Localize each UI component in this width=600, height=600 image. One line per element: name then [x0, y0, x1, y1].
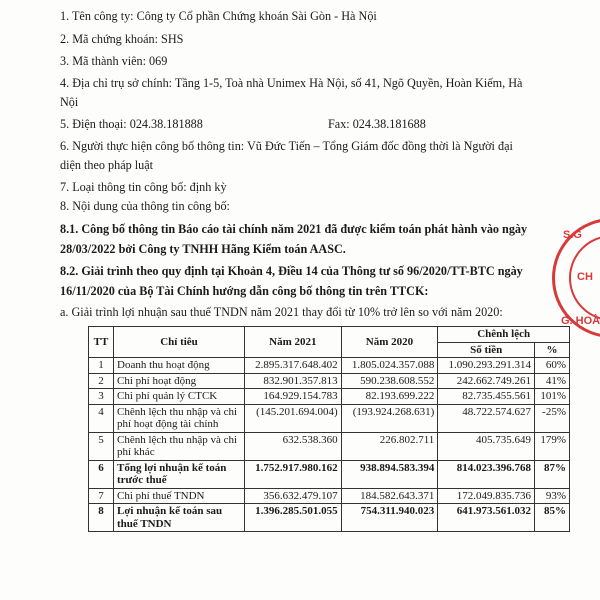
section-8-2-line-1: 8.2. Giải trình theo quy định tại Khoản 4, Điều 14 của Thông tư số 96/2020/TT-BTC ngày: [60, 264, 523, 278]
header-indicator: Chỉ tiêu: [114, 327, 245, 358]
row-indicator: Chi phí quản lý CTCK: [114, 389, 245, 405]
profit-explanation-table: [88, 326, 570, 532]
header-percent: %: [535, 342, 570, 358]
section-8-2-line-2: 16/11/2020 của Bộ Tài Chính hướng dẫn công bố thông tin trên TTCK:: [60, 284, 429, 298]
phone-text: 5. Điện thoại: 024.38.181888: [60, 117, 203, 131]
table-row: [89, 373, 570, 389]
row-amount: 48.722.574.627: [438, 404, 535, 432]
row-2021: 1.396.285.501.055: [245, 504, 342, 532]
row-2020: 184.582.643.371: [341, 488, 438, 504]
row-amount: 1.090.293.291.314: [438, 358, 535, 374]
row-tt: 3: [89, 389, 114, 405]
row-indicator: Chênh lệch thu nhập và chi phí hoạt động tài chính: [114, 404, 245, 432]
row-percent: 85%: [535, 504, 570, 532]
table-row: [89, 404, 570, 432]
row-indicator: Chi phí thuế TNDN: [114, 488, 245, 504]
table-row: [89, 504, 570, 532]
header-year-2020: Năm 2020: [341, 327, 438, 358]
address-line-2: Nội: [60, 95, 79, 109]
row-indicator: Lợi nhuận kế toán sau thuế TNDN: [114, 504, 245, 532]
header-amount: Số tiền: [438, 342, 535, 358]
row-amount: 172.049.835.736: [438, 488, 535, 504]
row-2020: 590.238.608.552: [341, 373, 438, 389]
row-tt: 7: [89, 488, 114, 504]
row-percent: 101%: [535, 389, 570, 405]
discloser-line-2: diện theo pháp luật: [60, 158, 154, 172]
row-2020: 82.193.699.222: [341, 389, 438, 405]
section-a-line: a. Giải trình lợi nhuận sau thuế TNDN năm 2021 thay đổi từ 10% trở lên so với năm 2020:: [60, 305, 503, 319]
table-row: [89, 460, 570, 488]
discloser-line-1: 6. Người thực hiện công bố thông tin: Vũ Đức Tiến – Tổng Giám đốc đồng thời là Người đại: [60, 139, 513, 153]
stamp-text-mid: CH: [577, 271, 593, 283]
row-percent: 179%: [535, 432, 570, 460]
row-amount: 641.973.561.032: [438, 504, 535, 532]
row-amount: 814.023.396.768: [438, 460, 535, 488]
row-2020: 938.894.583.394: [341, 460, 438, 488]
table-header-row: [89, 327, 570, 343]
row-2020: 1.805.024.357.088: [341, 358, 438, 374]
header-tt: TT: [89, 327, 114, 358]
table-row: [89, 488, 570, 504]
row-2021: 356.632.479.107: [245, 488, 342, 504]
row-tt: 6: [89, 460, 114, 488]
fax-text: Fax: 024.38.181688: [328, 117, 426, 131]
row-indicator: Tổng lợi nhuận kế toán trước thuế: [114, 460, 245, 488]
row-tt: 4: [89, 404, 114, 432]
row-2021: 632.538.360: [245, 432, 342, 460]
header-difference: Chênh lệch: [438, 327, 570, 343]
company-seal-stamp: [552, 218, 600, 338]
member-code-line: 3. Mã thành viên: 069: [60, 54, 168, 68]
row-2021: (145.201.694.004): [245, 404, 342, 432]
row-tt: 5: [89, 432, 114, 460]
header-year-2021: Năm 2021: [245, 327, 342, 358]
row-amount: 242.662.749.261: [438, 373, 535, 389]
address-line-1: 4. Địa chỉ trụ sở chính: Tầng 1-5, Toà nhà Unimex Hà Nội, số 41, Ngõ Quyền, Hoàn Kiếm, Hà: [60, 76, 523, 90]
phone-line: [60, 117, 203, 131]
table-row: [89, 432, 570, 460]
content-heading: 8. Nội dung của thông tin công bố:: [60, 199, 230, 213]
stamp-text-top: S.G: [563, 229, 582, 241]
row-2021: 832.901.357.813: [245, 373, 342, 389]
row-percent: 41%: [535, 373, 570, 389]
row-tt: 2: [89, 373, 114, 389]
row-amount: 405.735.649: [438, 432, 535, 460]
table-row: [89, 358, 570, 374]
row-2021: 1.752.917.980.162: [245, 460, 342, 488]
row-percent: 87%: [535, 460, 570, 488]
section-8-1-line-2: 28/03/2022 bởi Công ty TNHH Hãng Kiểm toán AASC.: [60, 242, 346, 256]
row-indicator: Chi phí hoạt động: [114, 373, 245, 389]
row-2020: (193.924.268.631): [341, 404, 438, 432]
stamp-text-bottom: G. HOÀ: [561, 315, 600, 327]
company-name-line: 1. Tên công ty: Công ty Cổ phần Chứng khoán Sài Gòn - Hà Nội: [60, 9, 377, 23]
stock-code-line: 2. Mã chứng khoán: SHS: [60, 32, 184, 46]
row-percent: 93%: [535, 488, 570, 504]
row-2020: 226.802.711: [341, 432, 438, 460]
row-indicator: Chênh lệch thu nhập và chi phí khác: [114, 432, 245, 460]
row-2021: 164.929.154.783: [245, 389, 342, 405]
row-tt: 1: [89, 358, 114, 374]
row-percent: -25%: [535, 404, 570, 432]
section-8-1-line-1: 8.1. Công bố thông tin Báo cáo tài chính năm 2021 đã được kiểm toán phát hành vào ngày: [60, 222, 528, 236]
row-tt: 8: [89, 504, 114, 532]
row-amount: 82.735.455.561: [438, 389, 535, 405]
row-percent: 60%: [535, 358, 570, 374]
row-2020: 754.311.940.023: [341, 504, 438, 532]
row-indicator: Doanh thu hoạt động: [114, 358, 245, 374]
table-row: [89, 389, 570, 405]
row-2021: 2.895.317.648.402: [245, 358, 342, 374]
info-type-line: 7. Loại thông tin công bố: định kỳ: [60, 180, 227, 194]
